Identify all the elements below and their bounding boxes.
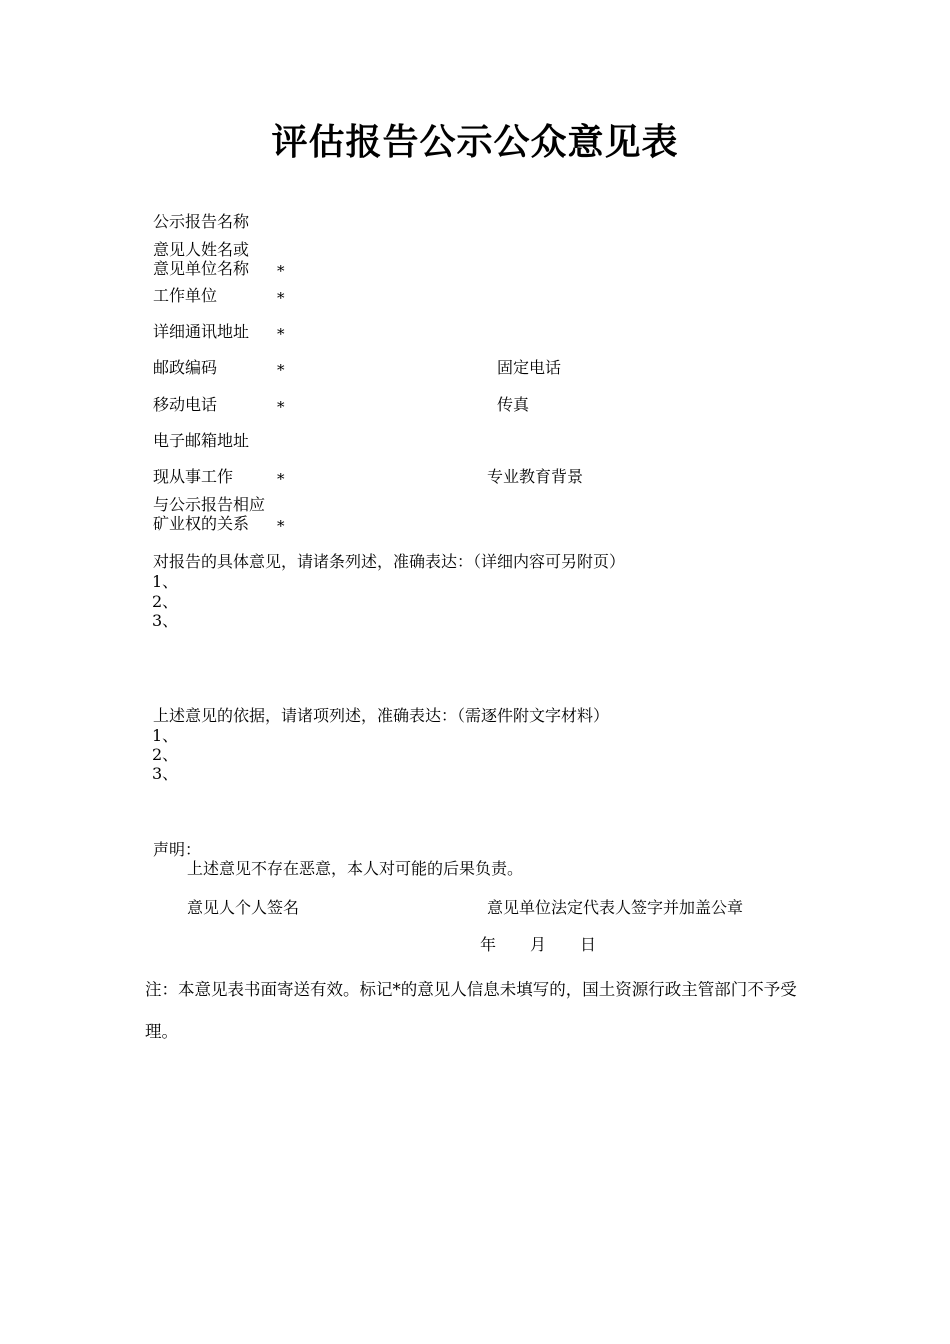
basis-item: 1、 <box>152 726 179 745</box>
required-mark: * <box>277 289 285 307</box>
opinion-item: 1、 <box>152 572 179 591</box>
date-year-label: 年 <box>480 935 497 954</box>
email-label: 电子邮箱地址 <box>153 431 250 450</box>
form-title: 评估报告公示公众意见表 <box>271 121 679 163</box>
declaration-label: 声明： <box>153 840 202 859</box>
occupation-label: 现从事工作 <box>153 467 234 486</box>
basis-prompt: 上述意见的依据，请诸项列述，准确表达：（需逐件附文字材料） <box>153 706 610 725</box>
work-unit-label: 工作单位 <box>153 286 218 305</box>
opinions-prompt: 对报告的具体意见，请诸条列述，准确表达：（详细内容可另附页） <box>153 552 626 571</box>
relation-label-line2: 矿业权的关系 <box>153 514 250 533</box>
required-mark: * <box>277 361 285 379</box>
note-line1: 注：本意见表书面寄送有效。标记*的意见人信息未填写的，国土资源行政主管部门不予受 <box>145 980 797 999</box>
basis-item: 3、 <box>152 764 179 783</box>
opinion-name-label-line2: 意见单位名称 <box>153 259 250 278</box>
required-mark: * <box>277 398 285 416</box>
education-label: 专业教育背景 <box>487 467 584 486</box>
personal-signature-label: 意见人个人签名 <box>187 898 300 917</box>
basis-item: 2、 <box>152 745 179 764</box>
fax-label: 传真 <box>497 395 530 414</box>
required-mark: * <box>277 325 285 343</box>
required-mark: * <box>277 262 285 280</box>
address-label: 详细通讯地址 <box>153 322 250 341</box>
date-day-label: 日 <box>580 935 597 954</box>
mobile-label: 移动电话 <box>153 395 218 414</box>
unit-signature-label: 意见单位法定代表人签字并加盖公章 <box>487 898 744 917</box>
relation-label-line1: 与公示报告相应 <box>153 495 266 514</box>
landline-label: 固定电话 <box>497 358 562 377</box>
opinion-name-label-line1: 意见人姓名或 <box>153 240 250 259</box>
report-name-label: 公示报告名称 <box>153 212 250 231</box>
required-mark: * <box>277 517 285 535</box>
postcode-label: 邮政编码 <box>153 358 218 377</box>
opinion-item: 2、 <box>152 592 179 611</box>
required-mark: * <box>277 470 285 488</box>
note-line2: 理。 <box>145 1022 178 1041</box>
opinion-item: 3、 <box>152 611 179 630</box>
declaration-text: 上述意见不存在恶意，本人对可能的后果负责。 <box>187 859 524 878</box>
date-month-label: 月 <box>530 935 547 954</box>
